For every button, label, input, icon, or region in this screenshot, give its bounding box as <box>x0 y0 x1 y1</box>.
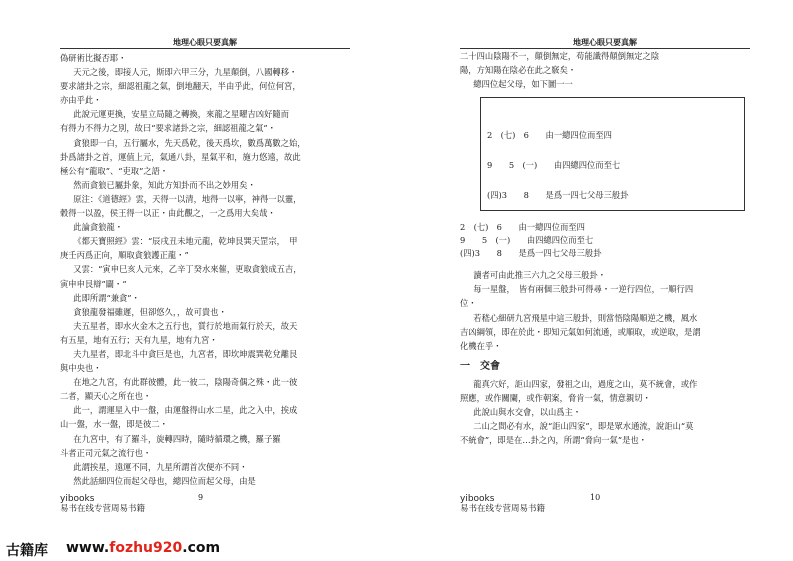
text-line: 庚壬丙爲正向，順取貪狼護正龍・” <box>60 250 189 261</box>
text-line: 此說元運更換，安星立局隨之轉換，來龍之星曜吉凶好隨而 <box>73 109 289 120</box>
right-footer <box>460 494 545 514</box>
site-name: 古籍库 <box>6 543 48 559</box>
text-line: 夫五星者，即水火金木之五行也，質行於地而氣行於天，故天 <box>73 320 298 331</box>
footer-brand: yibooks <box>460 494 495 504</box>
footer-text: 易书在线专营周易书籍 <box>60 504 146 514</box>
table-row: (四)3 8 是爲一四七父母三般卦 <box>487 190 629 201</box>
text-line: 不統會”，即是在…卦之內，所謂“脅向一氣”是也・ <box>460 435 647 446</box>
section-title: 一 交會 <box>460 360 500 372</box>
text-line: 要求諸卦之宗，細認祖龍之氣，倒地翻天，半由乎此，何位何宮， <box>60 81 301 92</box>
footer-brand: yibooks <box>60 494 95 504</box>
page-number: 9 <box>198 493 204 502</box>
text-line: 總四位起父母，如下圖一一 <box>473 79 573 90</box>
text-line: 化機在乎・ <box>460 340 502 351</box>
text-line: 斗者正司元氣之流行也・ <box>60 447 152 458</box>
text-line: 吉凶綱領，即在於此・即知元氣如何流通，或順取，或逆取，是謂 <box>460 326 701 337</box>
trigram-table <box>480 97 745 211</box>
text-line: 有五星，地有五行；天有九星，地有九宮・ <box>60 334 218 345</box>
text-line: 二者，顯天心之所在也・ <box>60 391 152 402</box>
site-watermark <box>0 536 793 561</box>
right-page-intro <box>460 49 750 91</box>
text-line: 有得力不得力之別，故曰“要求諸卦之宗，細認祖龍之氣”・ <box>60 123 276 134</box>
left-page-body <box>60 51 350 488</box>
text-line: 夫九星者，即北斗中貪巨是也，九宮者，即坎坤震巽乾兌離艮 <box>73 348 298 359</box>
text-line: 與中央也・ <box>60 363 102 374</box>
site-url[interactable] <box>66 540 220 556</box>
text-line: 寅申申艮辯”闢・” <box>60 278 127 289</box>
section-body <box>460 377 750 447</box>
text-line: 然此話細四位而起父母也，總四位而起父母，由是 <box>73 475 256 486</box>
text-line: 卦爲諸卦之首，運值上元，氣通八卦，星氣平和，施力悠遠，故此 <box>60 151 301 162</box>
text-line: 山一盤，水一盤，即是彼二・ <box>60 419 168 430</box>
text-line: 龍真穴好，詎山四家，發祖之山，過度之山，莫不統會，或作 <box>473 378 698 389</box>
text-line: 在九宮中，有了羅斗，旋轉四時，隨時循環之機，羅子羅 <box>73 433 281 444</box>
text-line: 在地之九宮，有此群彼體，此一彼二，陰陽奇偶之殊・此一彼 <box>73 377 298 388</box>
text-line: 亦由乎此・ <box>60 95 102 106</box>
trigram-line: 9 5 (一) 由四總四位而至七 <box>460 235 594 246</box>
text-line: 極公有“龍取”、“吏取”之語・ <box>60 165 169 176</box>
text-line: 若嵇心細研九宮飛星中這三般卦，則當悟陰陽順逆之機，風水 <box>473 312 698 323</box>
table-row: 9 5 (一) 由四總四位而至七 <box>487 160 621 171</box>
page-header: 地理心眼只要真解 <box>460 36 750 49</box>
text-line: 此說山與水交會，以山爲主・ <box>473 407 582 418</box>
table-row: 2 (七) 6 由一總四位而至四 <box>487 130 612 141</box>
text-line: 又雲：“寅申巳亥人元來，乙辛丁癸水來催，更取貪狼成五吉， <box>73 264 302 275</box>
trigram-line: (四)3 8 是爲一四七父母三般卦 <box>460 248 602 259</box>
text-line: 讀者可由此推三六九之父母三般卦・ <box>473 270 607 281</box>
text-line: 此謂挨星，遠運不同，九星所謂首次便亦不同・ <box>73 461 248 472</box>
left-footer <box>60 494 145 514</box>
right-page <box>460 36 750 447</box>
text-line: 偽研術比擬否耶・ <box>60 53 127 63</box>
left-page <box>60 36 350 488</box>
trigram-lines <box>460 221 750 260</box>
text-line: 此論貪狼龍・ <box>73 222 124 233</box>
page-header: 地理心眼只要真解 <box>60 36 350 49</box>
text-line: 此即所謂“兼貪”・ <box>73 292 140 303</box>
trigram-line: 2 (七) 6 由一總四位而至四 <box>460 222 585 233</box>
text-line: 位・ <box>460 298 477 309</box>
url-prefix: www. <box>66 540 110 556</box>
text-line: 天元之後，即接人元，斯即六甲三分，九星顛倒，八國轉移・ <box>73 67 298 78</box>
text-line: 此一，謂運星入中一盤，由運盤得山水二星，此之入中，挨成 <box>73 405 298 416</box>
text-line: 陽，方知陽在陰必在此之竅矣・ <box>460 65 577 76</box>
text-line: 《都天寶照經》雲：“辰戌丑未地元龍，乾坤艮巽天罡宗， 甲 <box>73 236 298 247</box>
url-suffix: .com <box>182 540 221 556</box>
text-line: 二山之間必有水，說“詎山四家”，即是眾水通流，說詎山“莫 <box>473 421 694 432</box>
text-line: 貪狼龍發福雖遲，但卻悠久，，故可貴也・ <box>73 306 227 317</box>
right-page-body <box>460 268 750 353</box>
text-line: 每一星盤， 皆有兩個三般卦可得尋・一逆行四位，一順行四 <box>473 284 694 295</box>
table-row <box>481 98 745 121</box>
text-line: 貪狼即一白，五行屬水，先天爲乾，後天爲坎，數爲萬數之始， <box>73 137 306 148</box>
text-line: 二十四山陰陽不一，顛倒無定，苟能識得顛倒無定之陰 <box>460 51 660 61</box>
text-line: 然而貪狼已屬卦象，知此方知卦而不出之妙用矣・ <box>73 179 256 190</box>
text-line: 穀得一以盈，侯王得一以正・由此觀之，一之爲用大矣哉・ <box>60 208 276 219</box>
page-number: 10 <box>590 493 601 502</box>
footer-text: 易书在线专营周易书籍 <box>460 504 546 514</box>
text-line: 原注：《道德經》雲，天得一以清，地得一以寧，神得一以靈， <box>73 193 302 204</box>
url-accent: fozhu920 <box>109 540 183 556</box>
text-line: 照應，或作關闌，或作朝案，脅肯一氣，情意親切・ <box>460 392 651 403</box>
